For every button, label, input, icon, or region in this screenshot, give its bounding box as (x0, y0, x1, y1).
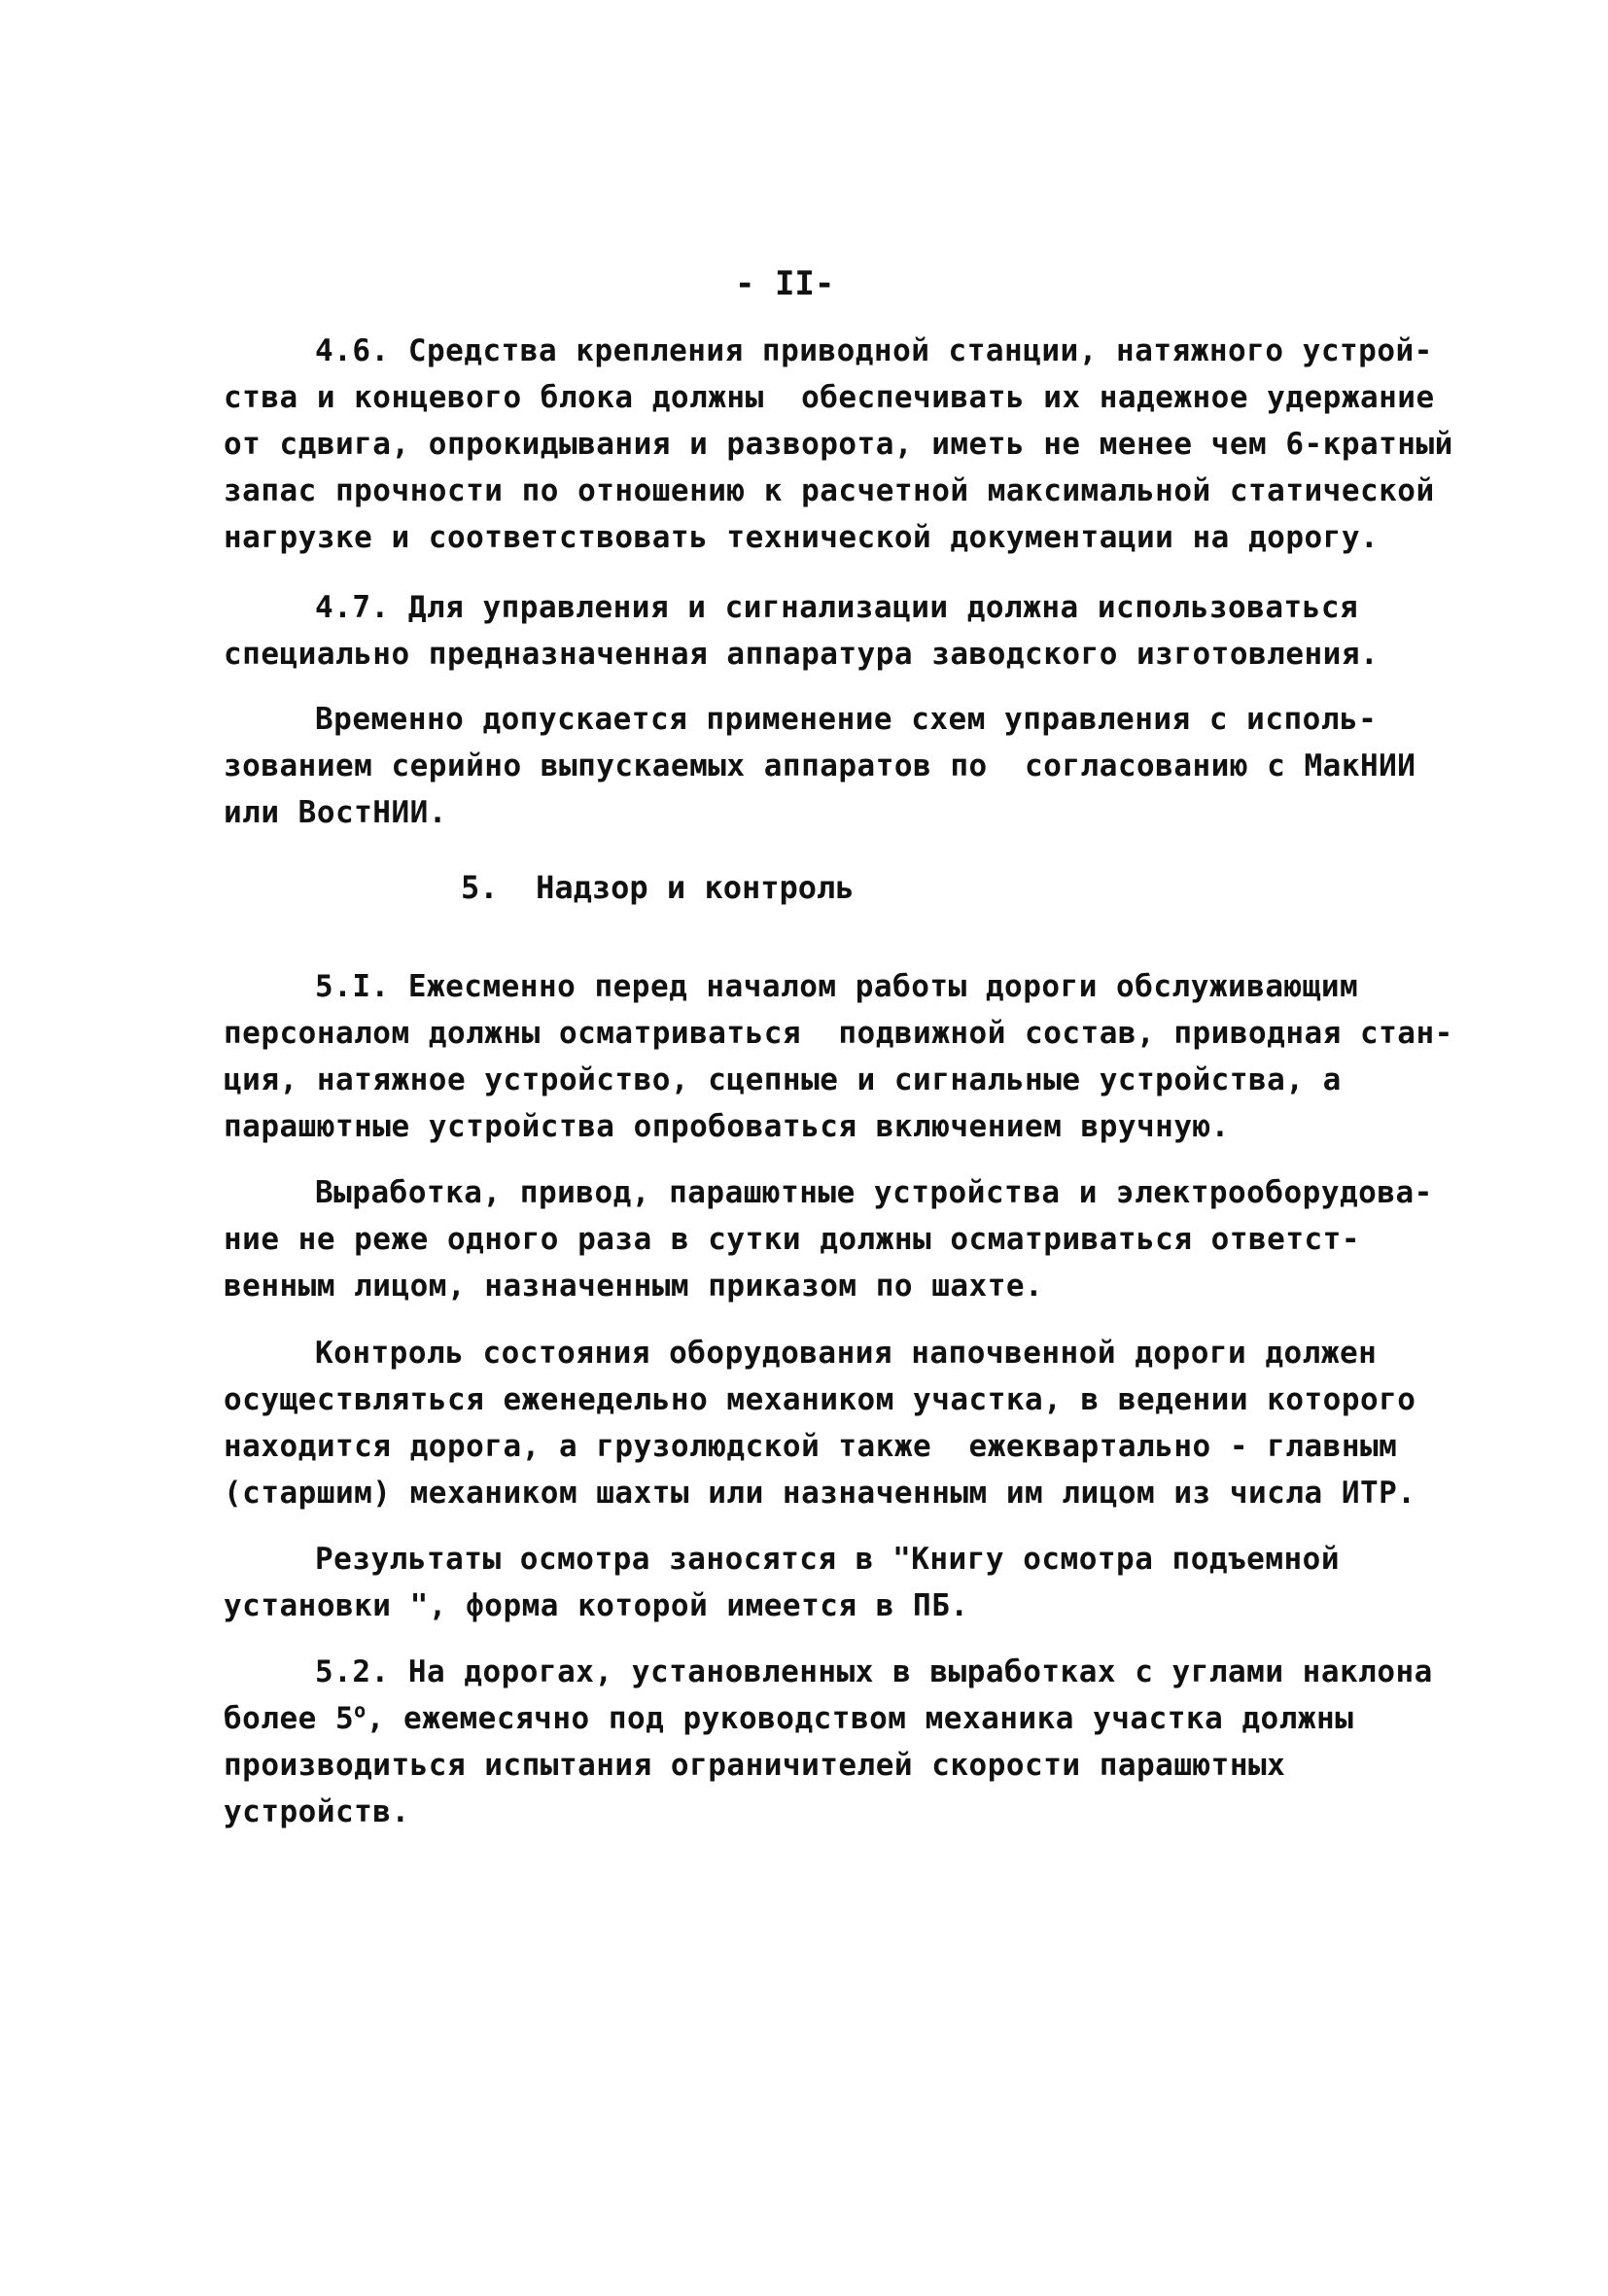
paragraph-5-1-line-1: 5.I. Ежесменно перед началом работы дороги обслуживающим (315, 969, 1359, 1004)
paragraph-4-6-line-4: запас прочности по отношению к расчетной максимальной статической (224, 473, 1435, 508)
paragraph-control-line-1: Контроль состояния оборудования напочвенной дороги должен (315, 1336, 1378, 1371)
paragraph-control-line-3: находится дорога, а грузолюдской также ежеквартально - главным (224, 1429, 1398, 1464)
paragraph-4-6-line-5: нагрузке и соответствовать технической документации на дорогу. (224, 520, 1380, 555)
page-number: - II- (735, 264, 835, 303)
paragraph-temporary-line-2: зованием серийно выпускаемых аппаратов по согласованию с МакНИИ (224, 748, 1416, 783)
paragraph-5-2-line-2 (224, 1699, 1353, 1738)
paragraph-control-line-4: (старшим) механиком шахты или назначенным им лицом из числа ИТР. (224, 1476, 1416, 1511)
paragraph-temporary-line-3: или ВостНИИ. (224, 795, 447, 830)
paragraph-5-1-line-4: парашютные устройства опробоваться включением вручную. (224, 1109, 1230, 1144)
paragraph-5-1-line-3: ция, натяжное устройство, сцепные и сигнальные устройства, а (224, 1062, 1342, 1097)
paragraph-5-2-line-2-end: , ежемесячно под руководством механика участка должны (366, 1701, 1354, 1736)
paragraph-workings-line-3: венным лицом, назначенным приказом по шахте. (224, 1269, 1044, 1304)
paragraph-temporary-line-1: Временно допускается применение схем управления с исполь- (315, 702, 1378, 737)
paragraph-control-line-2: осуществляться еженедельно механиком участка, в ведении которого (224, 1382, 1416, 1417)
paragraph-5-2-line-4: устройств. (224, 1794, 410, 1829)
paragraph-4-7-line-2: специально предназначенная аппаратура заводского изготовления. (224, 637, 1380, 672)
paragraph-4-6-line-2: ства и концевого блока должны обеспечивать их надежное удержание (224, 380, 1435, 415)
paragraph-4-6-line-1: 4.6. Средства крепления приводной станции, натяжного устрой- (315, 333, 1433, 368)
section-5-heading: 5. Надзор и контроль (461, 869, 855, 906)
paragraph-5-2-line-2-start: более 5 (224, 1701, 355, 1736)
paragraph-workings-line-2: ние не реже одного раза в сутки должны осматриваться ответст- (224, 1222, 1360, 1257)
paragraph-4-6-line-3: от сдвига, опрокидывания и разворота, иметь не менее чем 6-кратный (224, 427, 1453, 462)
paragraph-5-2-line-3: производиться испытания ограничителей скорости парашютных (224, 1748, 1286, 1783)
paragraph-results-line-1: Результаты осмотра заносятся в "Книгу осмотра подъемной (315, 1542, 1340, 1577)
paragraph-workings-line-1: Выработка, привод, парашютные устройства и электрооборудова- (315, 1175, 1433, 1210)
paragraph-results-line-2: установки ", форма которой имеется в ПБ. (224, 1588, 969, 1623)
paragraph-4-7-line-1: 4.7. Для управления и сигнализации должна использоваться (315, 590, 1359, 625)
paragraph-5-2-line-1: 5.2. На дорогах, установленных в выработках с углами наклона (315, 1654, 1433, 1689)
degree-superscript: о (354, 1698, 367, 1722)
paragraph-5-1-line-2: персоналом должны осматриваться подвижной состав, приводная стан- (224, 1016, 1453, 1051)
